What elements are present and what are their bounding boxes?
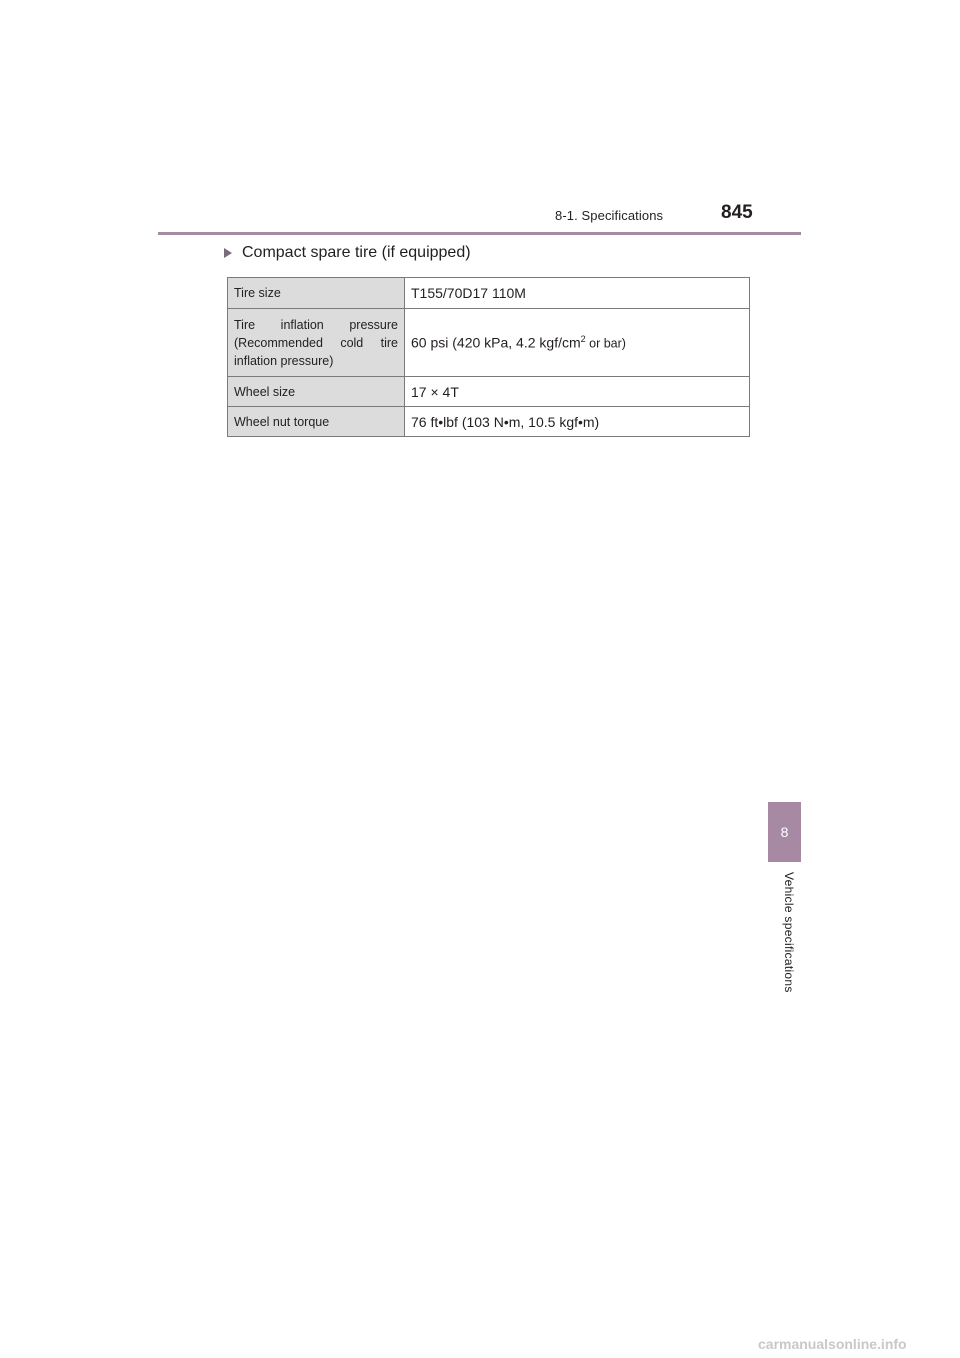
subsection-heading: [224, 244, 471, 262]
chapter-title: Vehicle specifications: [782, 872, 796, 993]
watermark: carmanualsonline.info: [758, 1336, 907, 1352]
row-value: 76 ft•lbf (103 N•m, 10.5 kgf•m): [405, 407, 750, 437]
table-row: [228, 278, 750, 309]
page-number: 845: [721, 202, 753, 223]
chapter-number: 8: [780, 824, 789, 840]
bullet-arrow-icon: [224, 248, 232, 258]
pressure-unit-tail: or bar): [585, 336, 626, 351]
pressure-value: 60 psi (420 kPa, 4.2 kgf/cm: [411, 334, 581, 351]
table-row: [228, 309, 750, 377]
row-label: Wheel nut torque: [228, 407, 405, 437]
table-row: [228, 407, 750, 437]
row-label: Tire inflation pressure (Recommended cold tire inflation pressure): [228, 309, 405, 377]
section-title: 8-1. Specifications: [555, 208, 664, 223]
heading-text: Compact spare tire (if equipped): [242, 244, 471, 261]
chapter-tab: [768, 802, 801, 862]
header-divider: [158, 232, 801, 235]
row-value: [405, 309, 750, 377]
spare-tire-spec-table: [227, 277, 750, 437]
superscript: 2: [580, 334, 586, 345]
row-label: Wheel size: [228, 377, 405, 407]
table-row: [228, 377, 750, 407]
row-value: 17 × 4T: [405, 377, 750, 407]
row-label: Tire size: [228, 278, 405, 309]
row-value: T155/70D17 110M: [405, 278, 750, 309]
